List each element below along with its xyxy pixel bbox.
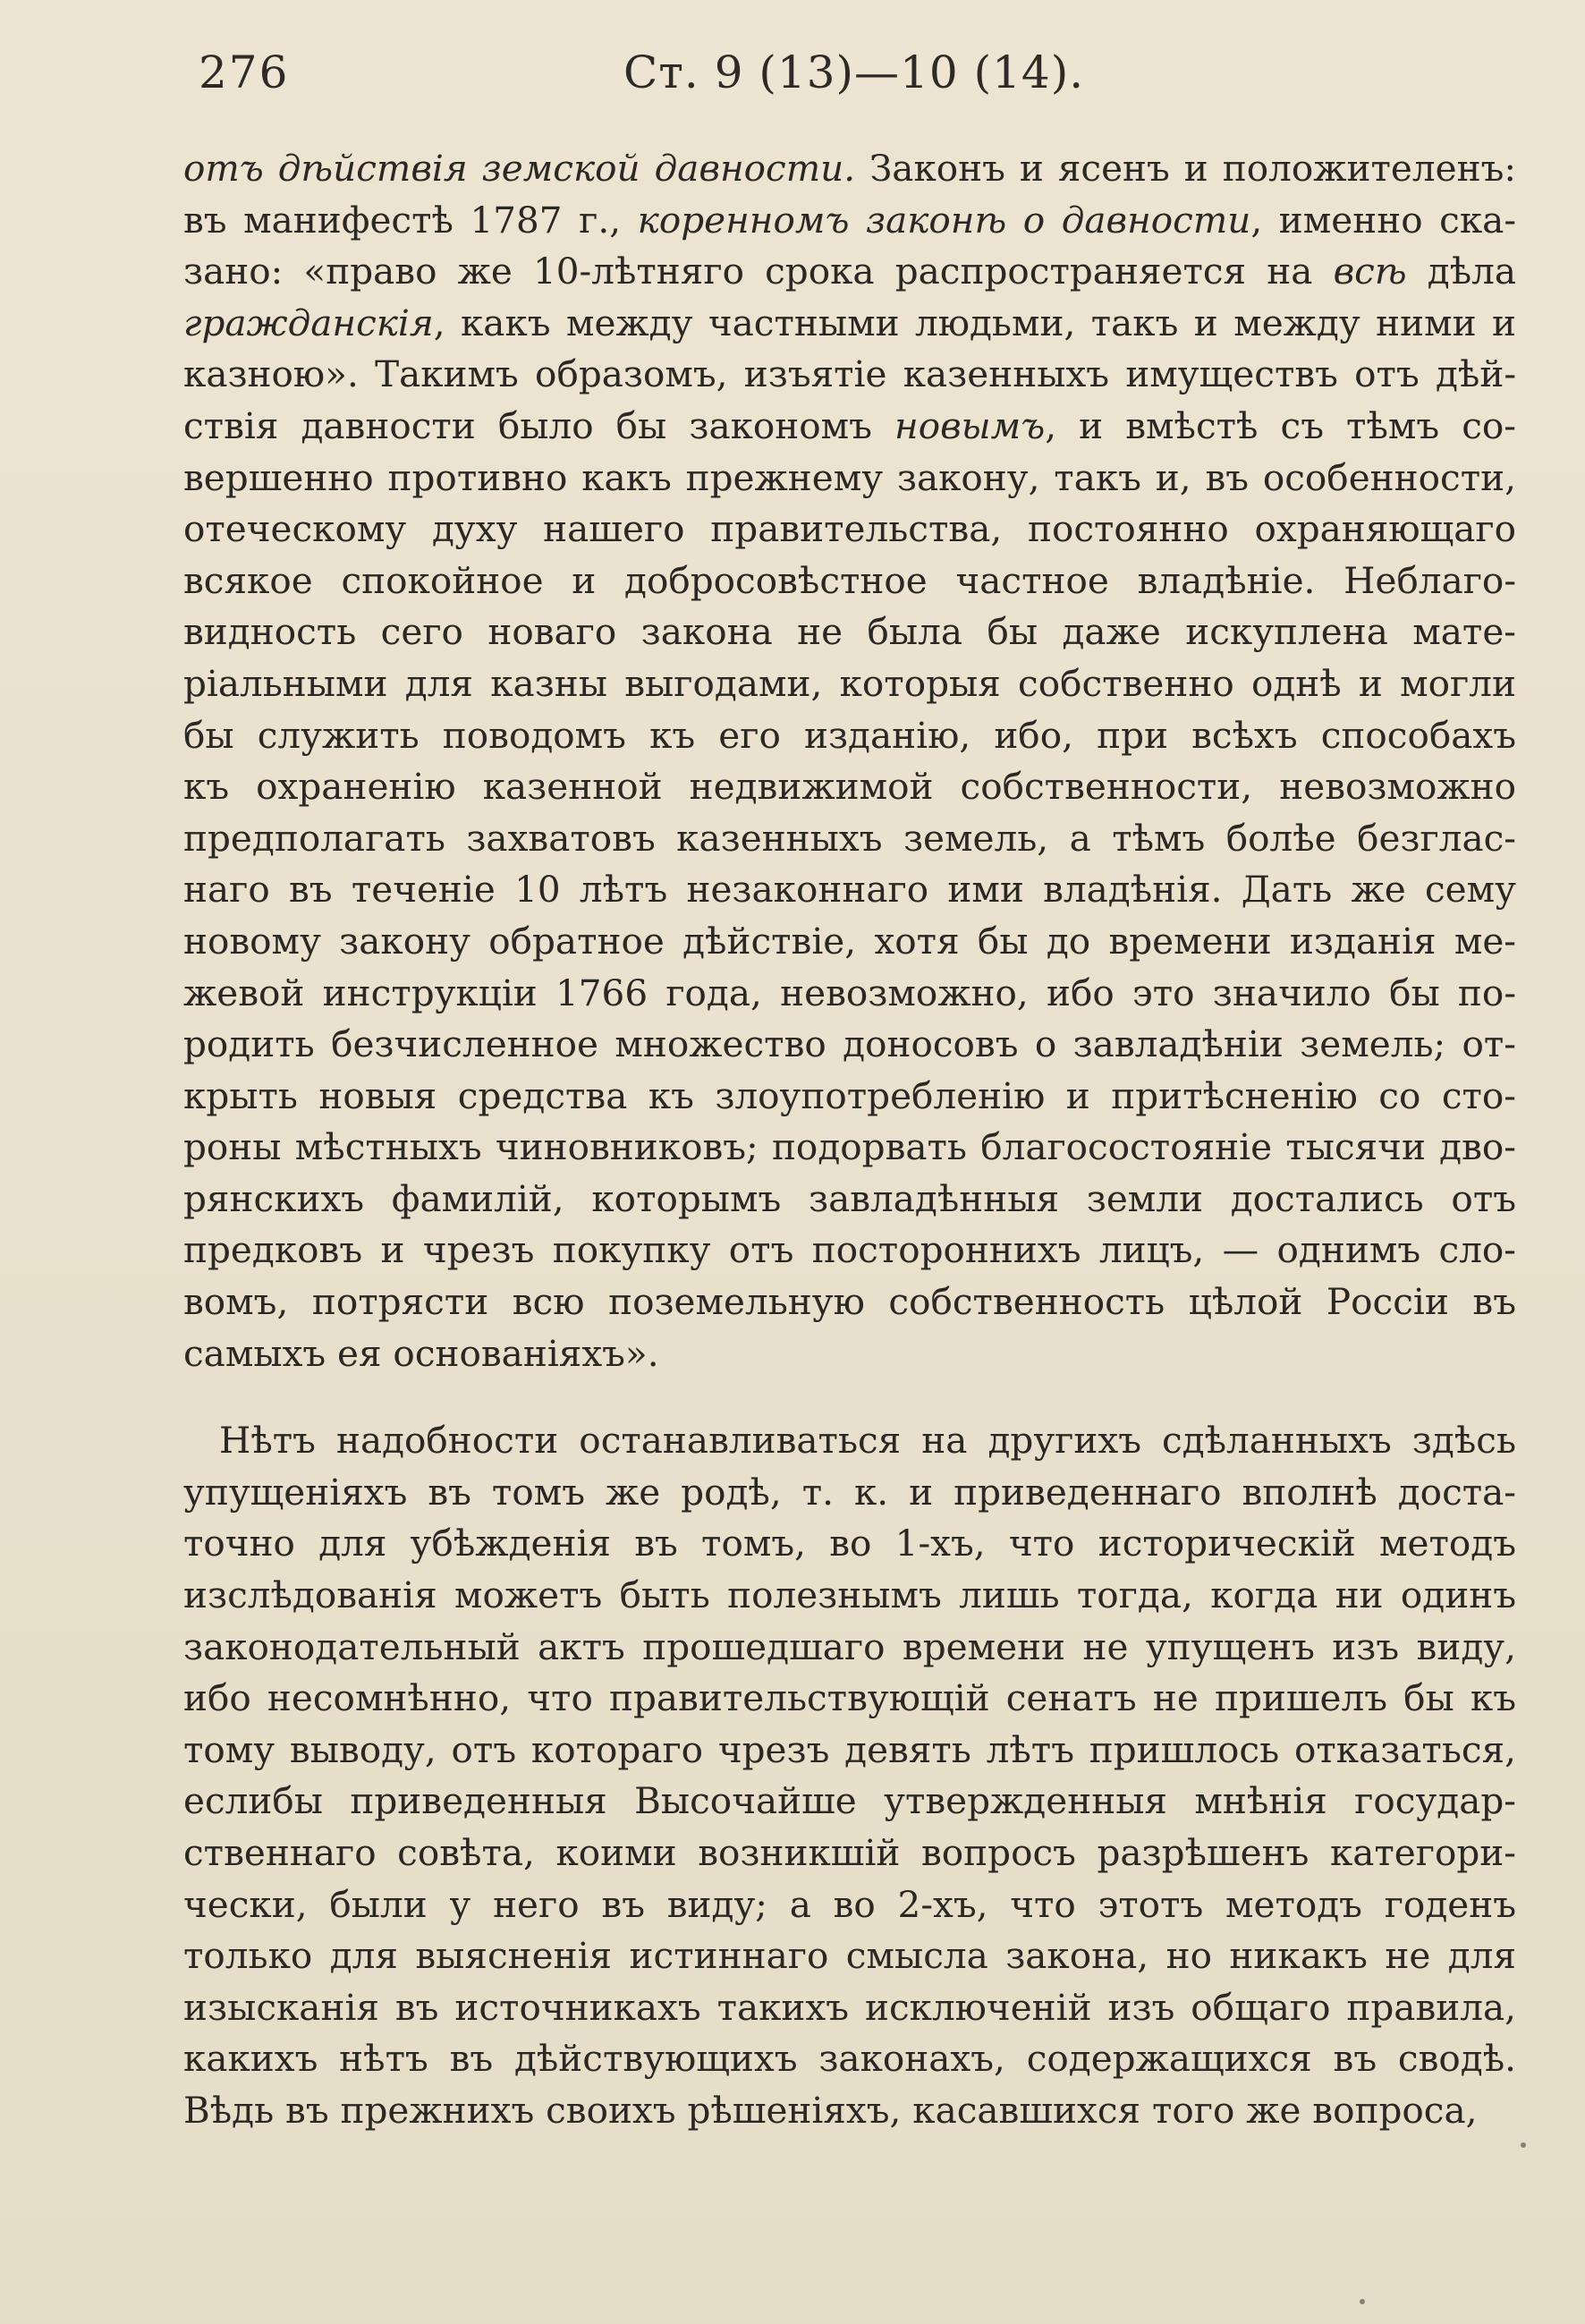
- text-line: [183, 1673, 1516, 1725]
- text-line: [183, 1019, 1516, 1071]
- italic-text-run: коренномъ законѣ о давности: [637, 198, 1251, 242]
- text-line: [183, 761, 1516, 813]
- text-line: [183, 504, 1516, 556]
- text-line: [183, 1930, 1516, 1982]
- text-run: вершенно противно какъ прежнему закону, такъ и, въ особенности,: [183, 455, 1516, 499]
- italic-text-run: отъ дѣйствія земской давности.: [183, 147, 856, 190]
- text-line: [183, 1415, 1516, 1467]
- text-run: , и вмѣстѣ съ тѣмъ со-: [1045, 403, 1516, 447]
- page-header: [199, 36, 1513, 116]
- text-line: [183, 606, 1516, 658]
- text-run: въ манифестѣ 1787 г.,: [183, 198, 638, 242]
- text-run: къ охраненію казенной недвижимой собственности, невозможно: [183, 765, 1516, 809]
- text-run: дѣла: [1406, 250, 1516, 293]
- text-line: [183, 1328, 1516, 1380]
- text-run: тому выводу, отъ котораго чрезъ девять лѣтъ пришлось отказаться,: [183, 1727, 1516, 1771]
- text-run: упущеніяхъ въ томъ же родѣ, т. к. и приведеннаго вполнѣ доста-: [183, 1470, 1516, 1514]
- running-head: Ст. 9 (13)—10 (14).: [623, 47, 1085, 98]
- text-run: еслибы приведенныя Высочайше утвержденныя мнѣнія государ-: [183, 1779, 1516, 1823]
- text-run: ственнаго совѣта, коими возникшій вопросъ разрѣшенъ категори-: [183, 1831, 1516, 1874]
- text-run: изслѣдованія можетъ быть полезнымъ лишь тогда, когда ни одинъ: [183, 1573, 1516, 1617]
- text-run: , именно ска-: [1250, 198, 1516, 242]
- paragraph-2: [183, 1415, 1516, 2136]
- text-line: [183, 968, 1516, 1020]
- text-run: видность сего новаго закона не была бы даже искуплена мате-: [183, 610, 1516, 654]
- text-line: [183, 1225, 1516, 1277]
- body-text: [183, 143, 1516, 2137]
- text-run: ствія давности было бы закономъ: [183, 403, 895, 447]
- text-line: [183, 1277, 1516, 1328]
- text-run: казною». Такимъ образомъ, изъятіе казенныхъ имуществъ отъ дѣй-: [183, 352, 1516, 396]
- text-run: предполагать захватовъ казенныхъ земель, а тѣмъ болѣе безглас-: [183, 816, 1516, 860]
- text-run: какихъ нѣтъ въ дѣйствующихъ законахъ, содержащихся въ сводѣ.: [183, 2037, 1516, 2081]
- text-line: [183, 453, 1516, 505]
- text-line: [183, 916, 1516, 968]
- text-line: [183, 1879, 1516, 1931]
- text-run: точно для убѣжденія въ томъ, во 1-хъ, что историческій методъ: [183, 1522, 1516, 1565]
- text-line: [183, 1622, 1516, 1674]
- text-run: вомъ, потрясти всю поземельную собственность цѣлой Россіи въ: [183, 1280, 1516, 1324]
- italic-text-run: всѣ: [1333, 250, 1407, 293]
- text-run: предковъ и чрезъ покупку отъ постороннихъ лицъ, — однимъ сло-: [183, 1228, 1516, 1272]
- text-line: [183, 864, 1516, 916]
- text-run: зано: «право же 10-лѣтняго срока распространяется на: [183, 250, 1334, 293]
- text-run: всякое спокойное и добросовѣстное частное владѣніе. Неблаго-: [183, 558, 1516, 602]
- text-line: [183, 1828, 1516, 1879]
- text-run: отеческому духу нашего правительства, постоянно охраняющаго: [183, 507, 1516, 551]
- text-line: [183, 1982, 1516, 2034]
- italic-text-run: новымъ: [894, 403, 1046, 447]
- text-line: [183, 1776, 1516, 1828]
- text-run: рянскихъ фамилій, которымъ завладѣнныя земли достались отъ: [183, 1176, 1516, 1220]
- text-run: Законъ и ясенъ и положителенъ:: [855, 147, 1516, 190]
- text-line: [183, 710, 1516, 762]
- text-line: [183, 2085, 1516, 2137]
- text-line: [183, 1518, 1516, 1570]
- text-run: роны мѣстныхъ чиновниковъ; подорвать благосостояніе тысячи дво-: [183, 1125, 1516, 1169]
- text-line: [183, 298, 1516, 350]
- text-line: [183, 658, 1516, 710]
- text-line: [183, 1725, 1516, 1777]
- text-run: только для выясненія истиннаго смысла закона, но никакъ не для: [183, 1934, 1516, 1978]
- paper-speck: [1521, 2142, 1526, 2148]
- text-run: родить безчисленное множество доносовъ о завладѣніи земель; от-: [183, 1022, 1516, 1066]
- text-line: [183, 1174, 1516, 1226]
- text-run: самыхъ ея основаніяхъ».: [183, 1331, 659, 1375]
- text-run: бы служить поводомъ къ его изданію, ибо, при всѣхъ способахъ: [183, 713, 1516, 757]
- text-line: [183, 1570, 1516, 1622]
- text-line: [183, 195, 1516, 247]
- text-run: законодательный актъ прошедшаго времени не упущенъ изъ виду,: [183, 1624, 1516, 1668]
- italic-text-run: гражданскія: [183, 301, 434, 344]
- text-line: [183, 813, 1516, 865]
- text-line: [183, 556, 1516, 607]
- text-run: изысканія въ источникахъ такихъ исключеній изъ общаго правила,: [183, 1985, 1516, 2029]
- text-line: [183, 349, 1516, 401]
- text-run: Вѣдь въ прежнихъ своихъ рѣшеніяхъ, касавшихся того же вопроса,: [183, 2088, 1478, 2132]
- paragraph-gap: [183, 1379, 1516, 1415]
- text-line: [183, 1122, 1516, 1174]
- text-line: [183, 2033, 1516, 2085]
- text-run: жевой инструкціи 1766 года, невозможно, ибо это значило бы по-: [183, 971, 1516, 1014]
- page-number: 276: [199, 47, 290, 98]
- text-run: чески, были у него въ виду; а во 2-хъ, что этотъ методъ годенъ: [183, 1882, 1516, 1926]
- text-line: [183, 143, 1516, 195]
- text-run: Нѣтъ надобности останавливаться на другихъ сдѣланныхъ здѣсь: [219, 1419, 1516, 1463]
- text-run: , какъ между частными людьми, такъ и между ними и: [433, 301, 1516, 344]
- text-run: ибо несомнѣнно, что правительствующій сенатъ не пришелъ бы къ: [183, 1676, 1516, 1720]
- text-run: наго въ теченіе 10 лѣтъ незаконнаго ими владѣнія. Дать же сему: [183, 868, 1516, 912]
- text-line: [183, 246, 1516, 298]
- paragraph-1: [183, 143, 1516, 1379]
- text-line: [183, 1467, 1516, 1519]
- text-line: [183, 1071, 1516, 1123]
- text-run: ріальными для казны выгодами, которыя собственно однѣ и могли: [183, 661, 1516, 705]
- text-run: новому закону обратное дѣйствіе, хотя бы до времени изданія ме-: [183, 919, 1516, 963]
- paper-speck: [1360, 2299, 1365, 2304]
- text-run: крыть новыя средства къ злоупотребленію и притѣсненію со сто-: [183, 1073, 1516, 1117]
- text-line: [183, 401, 1516, 453]
